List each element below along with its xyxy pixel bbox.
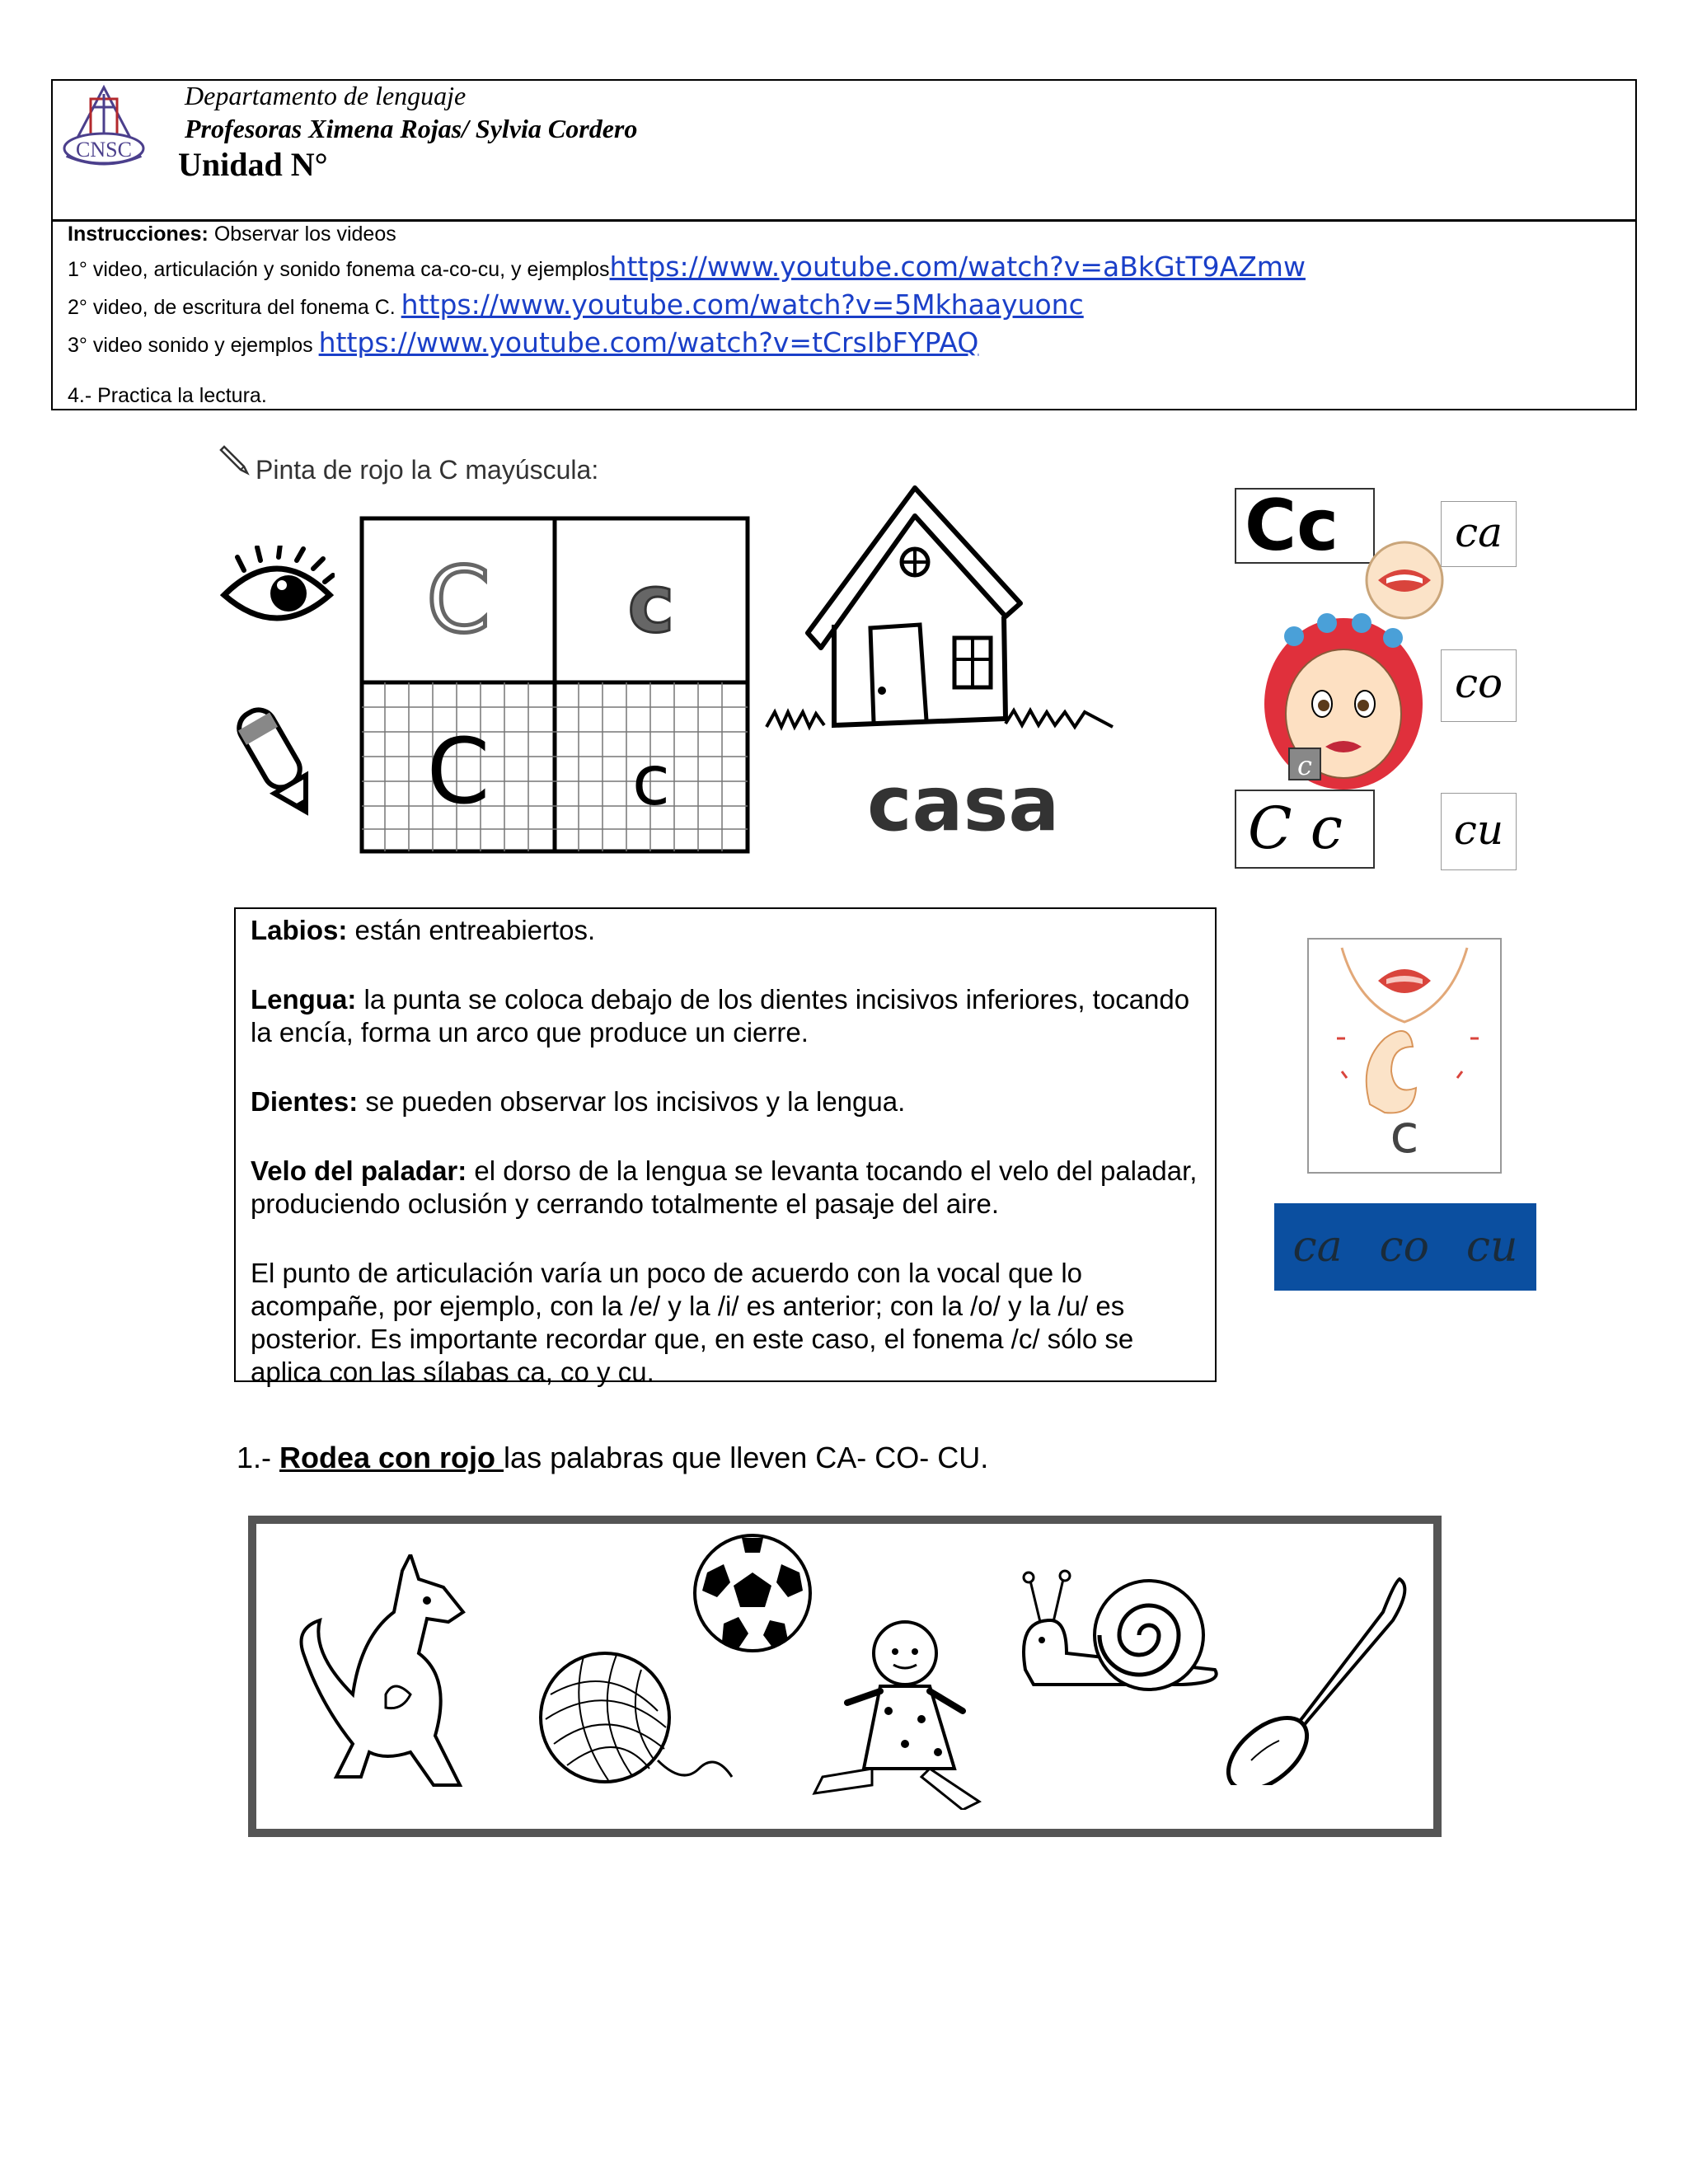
snail-icon	[1017, 1563, 1231, 1694]
department-title: Departamento de lenguaje	[185, 81, 467, 110]
yarn-ball-icon	[534, 1645, 740, 1793]
articulation-note: El punto de articulación varía un poco de acuerdo con la vocal que lo acompañe, por ejemplo, con la /e/ y la /i/ es anterior; con la /o/ y la /u/ es posterior. Es importante recordar que, en este caso, el fonema /c/ sólo se aplica con las sílabas ca, co y cu.	[251, 1258, 1134, 1387]
video3-line: 3° video sonido y ejemplos https://www.youtube.com/watch?v=tCrsIbFYPAQ	[68, 326, 979, 359]
exercise-instruction: 1.- Rodea con rojo las palabras que lleven CA- CO- CU.	[237, 1441, 989, 1474]
eye-icon	[219, 546, 335, 636]
lower-c-grid: c	[631, 740, 671, 821]
paint-instruction: Pinta de rojo la C mayúscula:	[256, 455, 599, 485]
syllable-co: co	[1441, 649, 1517, 722]
pencil-icon	[219, 443, 252, 476]
syllable-cu: cu	[1441, 793, 1517, 870]
video1-link[interactable]: https://www.youtube.com/watch?v=aBkGtT9AZmw	[609, 251, 1306, 283]
card-print-letters: Cc	[1235, 488, 1375, 564]
letter-grid	[359, 516, 750, 854]
lengua-paragraph: Lengua: la punta se coloca debajo de los dientes incisivos inferiores, tocando la encía, forma un arco que produce un cierre.	[251, 984, 1190, 1047]
upper-c-grid: C	[426, 719, 490, 824]
video2-link[interactable]: https://www.youtube.com/watch?v=5Mkhaayuonc	[401, 288, 1084, 321]
dientes-paragraph: Dientes: se pueden observar los incisivos y la lengua.	[251, 1086, 906, 1117]
unit-title: Unidad N°	[178, 146, 328, 183]
video3-link[interactable]: https://www.youtube.com/watch?v=tCrsIbFYPAQ	[318, 326, 979, 359]
lower-c-filled: c	[627, 558, 675, 650]
girl-face-icon	[1261, 607, 1426, 791]
banner-cu: cu	[1465, 1222, 1518, 1272]
word-casa: casa	[867, 760, 1060, 848]
instructions-line: Instrucciones: Observar los videos	[68, 223, 396, 246]
syllable-banner	[1274, 1203, 1536, 1291]
video1-line: 1° video, articulación y sonido fonema ca-co-cu, y ejemploshttps://www.youtube.com/watch?v=aBkGtT9AZmw	[68, 251, 1306, 283]
house-icon	[758, 480, 1121, 743]
video2-line: 2° video, de escritura del fonema C. https://www.youtube.com/watch?v=5Mkhaayuonc	[68, 288, 1084, 321]
practice-step: 4.- Practica la lectura.	[68, 384, 267, 407]
svg-text:c: c	[1297, 750, 1312, 781]
teachers-line: Profesoras Ximena Rojas/ Sylvia Cordero	[185, 114, 638, 143]
spoon-icon	[1218, 1571, 1416, 1785]
upper-c-outline: C	[426, 547, 490, 653]
header-divider	[51, 219, 1637, 222]
hand-sign-card	[1307, 938, 1502, 1174]
card-script-letters: C c	[1235, 790, 1375, 869]
banner-ca: ca	[1292, 1222, 1343, 1272]
hand-letter: c	[1390, 1104, 1419, 1165]
banner-co: co	[1379, 1222, 1429, 1272]
soccer-ball-icon	[691, 1531, 814, 1655]
syllable-ca: ca	[1441, 501, 1517, 567]
crayon-icon	[231, 697, 323, 826]
velo-paragraph: Velo del paladar: el dorso de la lengua se levanta tocando el velo del paladar, produciendo oclusión y cerrando totalmente el pasaje del aire.	[251, 1155, 1198, 1219]
kangaroo-icon	[287, 1554, 509, 1802]
articulation-box	[234, 907, 1217, 1387]
svg-text:CNSC: CNSC	[76, 138, 132, 162]
school-logo-icon	[58, 82, 150, 175]
labios-paragraph: Labios: están entreabiertos.	[251, 915, 596, 945]
pictures-frame	[246, 1513, 1444, 1841]
doll-icon	[798, 1612, 996, 1810]
